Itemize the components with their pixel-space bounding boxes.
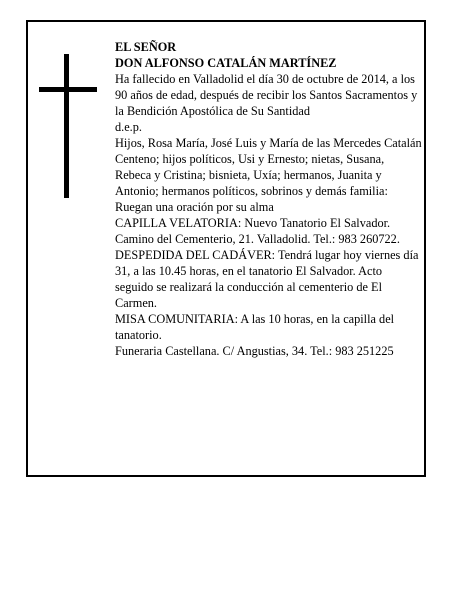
deceased-name: DON ALFONSO CATALÁN MARTÍNEZ xyxy=(115,56,337,70)
farewell-info: DESPEDIDA DEL CADÁVER: Tendrá lugar hoy viernes día 31, a las 10.45 horas, en el tanatorio El Salvador. Acto seguido se realizará la conducción al cementerio de El Carmen. xyxy=(115,248,419,310)
funeral-home-info: Funeraria Castellana. C/ Angustias, 34. Tel.: 983 251225 xyxy=(115,344,394,358)
dep-line: d.e.p. xyxy=(115,120,142,134)
title-line: EL SEÑOR xyxy=(115,40,177,54)
cross-vertical-bar xyxy=(64,54,69,198)
death-announcement: Ha fallecido en Valladolid el día 30 de octubre de 2014, a los 90 años de edad, después de recibir los Santos Sacramentos y la Bendición Apostólica de Su Santidad xyxy=(115,72,418,118)
prayer-request: Ruegan una oración por su alma xyxy=(115,200,274,214)
obituary-text xyxy=(115,39,423,359)
family-list: Hijos, Rosa María, José Luis y María de las Mercedes Catalán Centeno; hijos políticos, Usi y Ernesto; nietas, Susana, Rebeca y Cristina; bisnieta, Uxía; hermanos, Juanita y Antonio; hermanos políticos, sobrinos y demás familia: xyxy=(115,136,422,198)
obituary-frame xyxy=(26,20,426,477)
mass-info: MISA COMUNITARIA: A las 10 horas, en la capilla del tanatorio. xyxy=(115,312,395,342)
chapel-info: CAPILLA VELATORIA: Nuevo Tanatorio El Salvador. Camino del Cementerio, 21. Valladolid. Tel.: 983 260722. xyxy=(115,216,400,246)
latin-cross-icon xyxy=(39,54,97,198)
cross-horizontal-bar xyxy=(39,87,97,92)
